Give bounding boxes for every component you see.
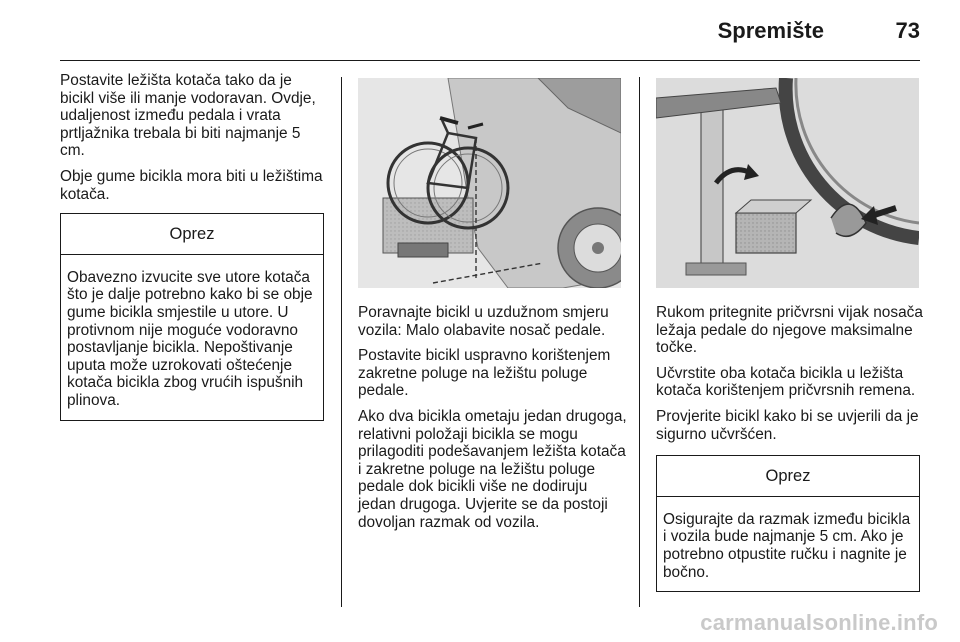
watermark: carmanualsonline.info [700,610,938,635]
paragraph: Provjerite bicikl kako bi se uvjerili da je sigurno učvršćen. [656,407,919,443]
paragraph: Obje gume bicikla mora biti u ležištima kotača. [60,167,323,203]
paragraph: Postavite bicikl uspravno korištenjem zakretne poluge na ležištu poluge pedale. [358,347,611,400]
caution-title: Oprez [61,214,323,255]
paragraph: Rukom pritegnite pričvrsni vijak nosača ležaja pedale do njegove maksimalne točke. [656,304,923,357]
caution-text: Obavezno izvucite sve utore kotača što je dalje potrebno kako bi se obje gume bicikla smjestile u utore. U protivnom nije moguće vodoravno postavljanje bicikla. Nepoštivanje uputa može uzrokovati oštećenje kotača bicikla zbog vrućih ispušnih plinova. [67,268,313,409]
caution-box [656,455,920,592]
column-1 [60,72,328,421]
caution-box [60,213,324,420]
paragraph: Ako dva bicikla ometaju jedan drugoga, relativni položaji bicikla se mogu prilagoditi podešavanjem ležišta kotača i zakretne poluge na ležištu poluge pedale dok bicikli više ne dodiruju jedan drugoga. Uvjerite se da postoji dovoljan razmak od vozila. [358,407,627,531]
column-divider-2 [639,77,640,607]
header-divider [60,60,920,61]
paragraph: Poravnajte bicikl u uzdužnom smjeru vozila: Malo olabavite nosač pedale. [358,304,609,339]
pedal-holder-detail-illustration [656,78,919,288]
column-2 [358,72,628,539]
caution-text: Osigurajte da razmak između bicikla i vozila bude najmanje 5 cm. Ako je potrebno otpustite ručku i nagnite je bočno. [663,510,911,581]
caution-title: Oprez [657,456,919,497]
bike-carrier-rear-illustration [358,78,621,288]
column-3 [656,72,926,592]
page-number: 73 [895,18,920,43]
paragraph: Učvrstite oba kotača bicikla u ležišta kotača korištenjem pričvrsnih remena. [656,364,916,400]
page-title: Spremište [717,18,824,43]
paragraph: Postavite ležišta kotača tako da je bicikl više ili manje vodoravan. Ovdje, udaljenost između pedala i vrata prtljažnika trebala bi biti najmanje 5 cm. [60,72,316,160]
column-divider-1 [341,77,342,607]
